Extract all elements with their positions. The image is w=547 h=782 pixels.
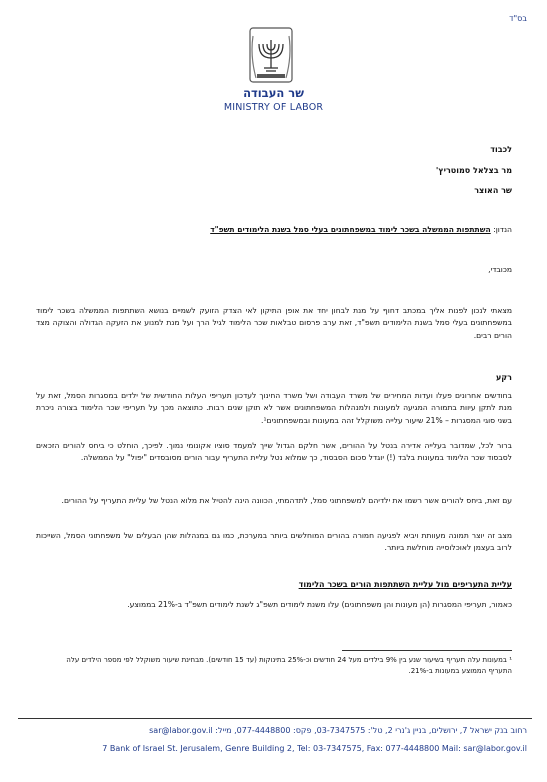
menorah-emblem-icon [246,26,296,86]
recipient-line-2: מר בצלאל סמוטריץ' [435,166,512,175]
recipient-line-3: שר האוצר [474,186,512,195]
background-paragraph-1: בחודשים אחרונים פעלו ועדות המחירים של משרד העבודה ושל משרד החינוך לעדכון תעריפי העלות החודשית של ילדים במסגרות הסמל, זאת על מנת לתקן עיוות בתמורה המגיעה למעונות ולמנהלות המשפחתונים אשר לא תוקן שנים רבות. כתוצאה מכך על תעריפי שכר הלימוד בצורה ניכרת בשני סוגי המסגרות – 21% שיעור עלייה משוקלל זהה במעונות ובמשפחתונים¹. [36,391,512,425]
tariff-heading: עליית התעריפים מול עליית השתתפות הורים בשכר הלימוד [298,580,512,589]
ministry-name-en: MINISTRY OF LABOR [223,102,324,113]
subject-prefix: הנדון: [493,225,512,234]
background-paragraph-3: עם זאת, ביחס להורים אשר רשמו את ילדיהם למשפחתוני סמל, לתדהמתי, הכוונה הינה להטיל את מלוא הנטל של עליית התעריף על ההורים. [61,496,512,505]
bsd-mark: בס"ד [509,14,527,23]
footnote-divider [342,650,512,651]
greeting: מכובדי, [488,265,512,274]
subject-line [32,225,512,234]
footnote: ¹ במעונות עלה תעריף בשיעור שנע בין 9% בילדים מעל 24 חודשים וכ-25% בתינוקות (עד 15 חודשים). מבחינת שיעור משוקלל לפי מספר הילדים עלה התעריף הממוצע במעונות ב-21%. [66,656,512,675]
footer-address-en: 7 Bank of Israel St. Jerusalem, Genre Building 2, Tel: 03-7347575, Fax: 077-4448800 Mail: sar@labor.gov.il [102,744,527,753]
background-paragraph-2: ברור לכל, שמדובר בעלייה אדירה בנטל על ההורים, אשר חלקם הגדול שייך למעמד סוציו אקונומי נמוך. לפיכך, הוחלט כי ביחס להורים הזכאים לסבסוד שכר הלימוד במעונות בלבד (!) יוגדל סכום הסבסוד, כך שמלוא נטל עליית התעריף עבור הורים מסובסדים "יפול" על הממשלה. [36,441,512,463]
background-heading: רקע [495,373,512,382]
subject-text: השתתפות הממשלה בשכר לימוד במשפחתונים בעלי סמל בשנת הלימודים תשפ"ד [210,225,491,234]
footer-divider [18,718,532,719]
ministry-name-he: שר העבודה [243,86,304,100]
intro-paragraph: מצאתי לנכון לפנות אליך במכתב דחוף על מנת לבחון יחד את אופן התיקון לאי הצדק הזועק לשמיים בנושא השתתפות הממשלה בשכר לימוד במשפחתונים בעלי סמל בשנת הלימודים תשפ"ד, זאת ערב פרסום טבלאות שכר הלימוד לגיל הרך ועל מנת למנוע את הזעקה הגדולה והצוקה מצד הורים רבים. [36,306,512,340]
background-paragraph-4: מצב זה יוצר תמונה מעוותת ויביא לפגיעה חמורה בהורים המוחלשים ביותר במערכת, כמו גם במנהלות שהן הבעלים של משפחתוני הסמל, השייכות לרוב בעצמן לאוכלוסייה מוחלשת ביותר. [36,531,512,553]
footer-address-he: רחוב בנק ישראל 7, ירושלים, בניין ג'נרי 2, טל': 03-7347575, פקס: 077-4448800, מייל: sar@labor.gov.il [149,726,527,735]
recipient-line-1: לכבוד [490,145,512,154]
tariff-paragraph: כאמור, תעריפי המסגרות (הן מעונות והן משפחתונים) עלו משנת לימודים תשפ"ג לשנת לימודים תשפ"ד ב-21% בממוצע. [127,600,512,609]
